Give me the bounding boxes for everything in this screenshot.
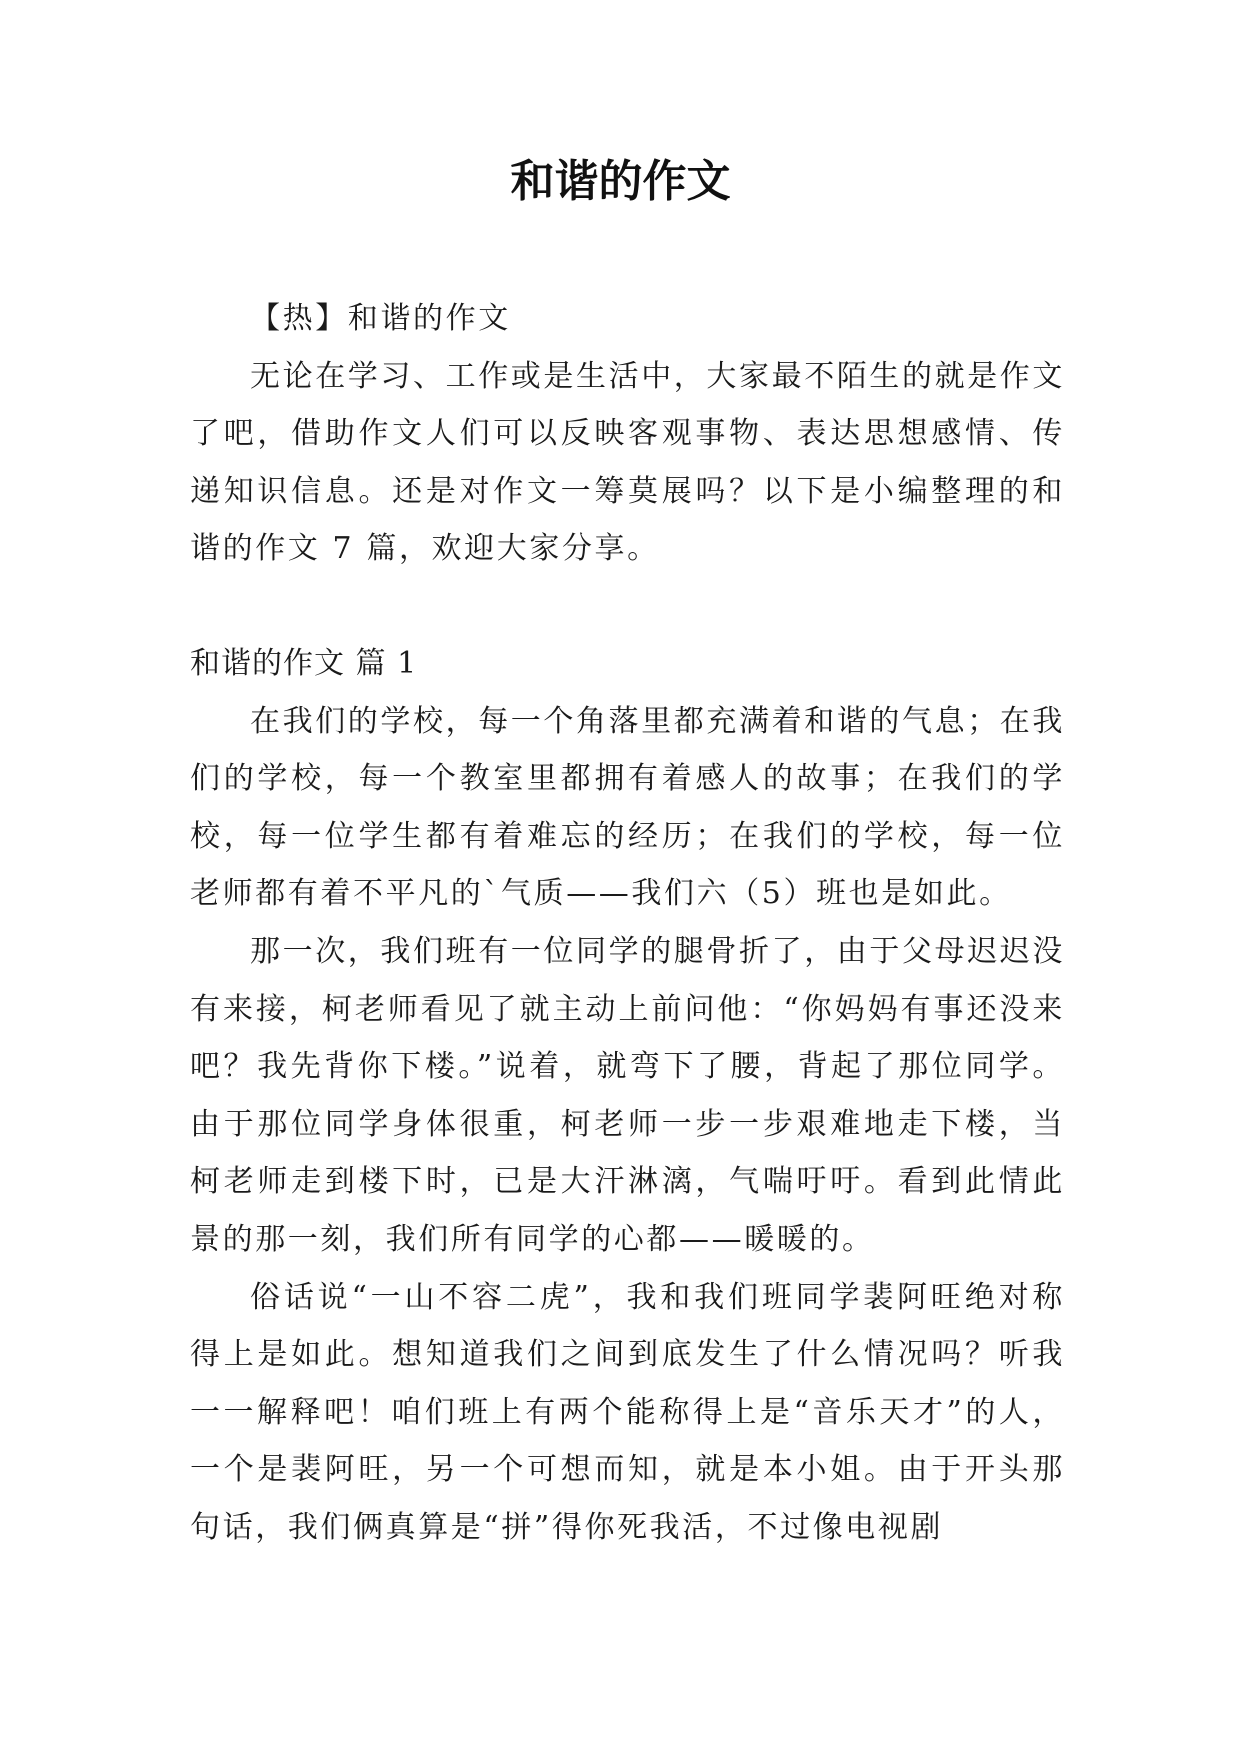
intro-paragraph: 无论在学习、工作或是生活中，大家最不陌生的就是作文了吧，借助作文人们可以反映客观事物、表达思想感情、传递知识信息。还是对作文一筹莫展吗？以下是小编整理的和谐的作文 7 篇，欢迎大家分享。 bbox=[190, 358, 1065, 567]
section-heading: 和谐的作文 篇 1 bbox=[190, 645, 418, 681]
document-body bbox=[190, 290, 1065, 1556]
intro-heading: 【热】和谐的作文 bbox=[250, 301, 511, 336]
document-title: 和谐的作文 bbox=[510, 156, 731, 207]
section-paragraph: 在我们的学校，每一个角落里都充满着和谐的气息；在我们的学校，每一个教室里都拥有着感人的故事；在我们的学校，每一位学生都有着难忘的经历；在我们的学校，每一位老师都有着不平凡的`气质——我们六（5）班也是如此。 bbox=[190, 703, 1065, 912]
section-paragraph: 那一次，我们班有一位同学的腿骨折了，由于父母迟迟没有来接，柯老师看见了就主动上前问他：“你妈妈有事还没来吧？我先背你下楼。”说着，就弯下了腰，背起了那位同学。由于那位同学身体很重，柯老师一步一步艰难地走下楼，当柯老师走到楼下时，已是大汗淋漓，气喘吁吁。看到此情此景的那一刻，我们所有同学的心都——暖暖的。 bbox=[190, 933, 1065, 1257]
section-paragraph: 俗话说“一山不容二虎”，我和我们班同学裴阿旺绝对称得上是如此。想知道我们之间到底发生了什么情况吗？听我一一解释吧！咱们班上有两个能称得上是“音乐天才”的人，一个是裴阿旺，另一个可想而知，就是本小姐。由于开头那句话，我们俩真算是“拼”得你死我活，不过像电视剧 bbox=[190, 1279, 1065, 1545]
